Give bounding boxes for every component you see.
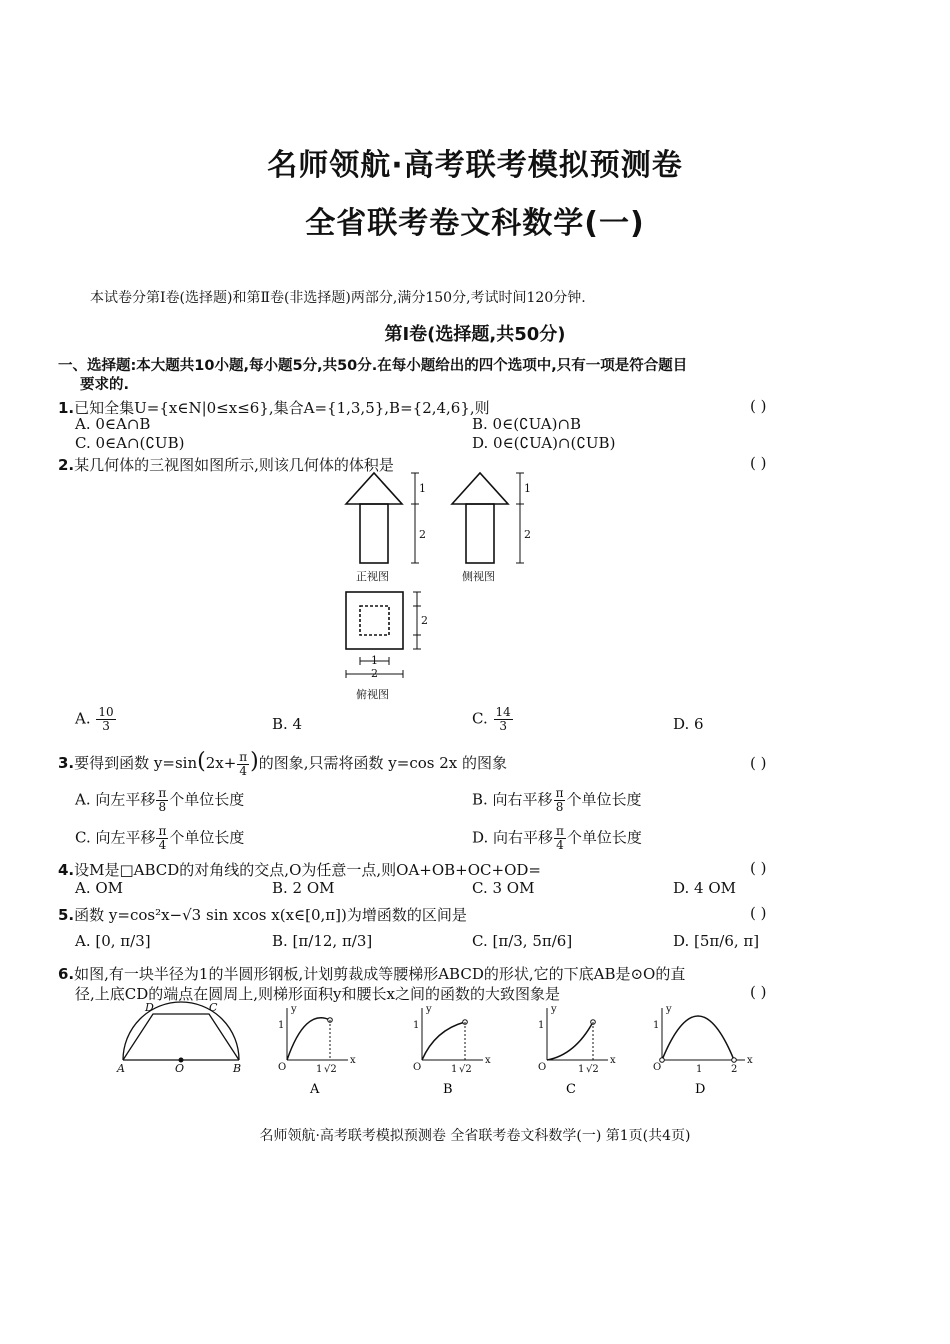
svg-text:1: 1: [538, 1020, 545, 1031]
svg-text:√2: √2: [324, 1064, 337, 1075]
front-view-roof: [346, 473, 402, 504]
q5-option-b: B. [π/12, π/3]: [272, 932, 373, 950]
side-view-label: 侧视图: [462, 570, 495, 583]
svg-text:y: y: [426, 1004, 432, 1015]
three-view-figure: [330, 468, 560, 708]
svg-text:y: y: [551, 1004, 557, 1015]
q2-answer-paren: ( ): [750, 454, 767, 472]
page-footer: 名师领航·高考联考模拟预测卷 全省联考卷文科数学(一) 第1页(共4页): [259, 1128, 691, 1144]
svg-text:1: 1: [278, 1020, 285, 1031]
exam-paper-title: 全省联考卷文科数学(一): [305, 206, 645, 241]
q6-figures: [115, 1000, 765, 1100]
q5-answer-paren: ( ): [750, 904, 767, 922]
q5-option-c: C. [π/3, 5π/6]: [472, 932, 573, 950]
top-view-outer: [346, 592, 403, 649]
q2-option-d: D. 6: [673, 715, 704, 733]
q1-option-d: D. 0∈(∁UA)∩(∁UB): [472, 434, 616, 452]
q3-option-d: D. 向右平移 $\frac{\pi}{4}$ 个单位长度: [472, 824, 642, 852]
svg-text:B: B: [443, 1082, 453, 1097]
q4-stem: 4.设M是□ABCD的对角线的交点,O为任意一点,则OA+OB+OC+OD=: [58, 861, 541, 879]
q4-option-d: D. 4 OM: [673, 879, 736, 897]
semicircle-arc: [123, 1002, 239, 1060]
q3-option-a: A. 向左平移 $\frac{\pi}{8}$ 个单位长度: [75, 786, 245, 814]
svg-text:A: A: [310, 1082, 320, 1097]
svg-text:y: y: [291, 1004, 297, 1015]
svg-text:D: D: [695, 1082, 706, 1097]
graph-a: [278, 1004, 356, 1097]
q2-option-c-fraction: $\frac{14}{3}$: [495, 705, 511, 733]
svg-text:B: B: [233, 1062, 242, 1075]
q3-option-c: C. 向左平移 $\frac{\pi}{4}$ 个单位长度: [75, 824, 245, 852]
top-view-label: 俯视图: [356, 688, 389, 701]
section-one-instructions: [58, 357, 818, 395]
q4-option-c: C. 3 OM: [472, 879, 535, 897]
svg-text:y: y: [666, 1004, 672, 1015]
svg-text:A: A: [117, 1062, 125, 1075]
svg-text:x: x: [350, 1055, 356, 1066]
q3-stem: 3.要得到函数 y=sin(2x+ $\frac{\pi}{4}$ )的图象,只需将函数 y=cos 2x 的图象: [58, 749, 508, 778]
graph-c: [538, 1004, 616, 1097]
q5-option-a: A. [0, π/3]: [75, 932, 151, 950]
q1-option-c: C. 0∈A∩(∁UB): [75, 434, 185, 452]
graph-b: [413, 1004, 491, 1097]
side-dim-2: 2: [524, 528, 531, 541]
q1-answer-paren: ( ): [750, 397, 767, 415]
graph-d: [653, 1004, 753, 1097]
q4-answer-paren: ( ): [750, 859, 767, 877]
part-one-heading: 第Ⅰ卷(选择题,共50分): [384, 324, 566, 345]
svg-text:O: O: [413, 1062, 422, 1073]
svg-text:1: 1: [413, 1020, 420, 1031]
svg-text:1: 1: [653, 1020, 660, 1031]
side-view-body: [466, 504, 494, 563]
top-view-inner-dashed: [360, 606, 389, 635]
svg-text:C: C: [209, 1001, 218, 1014]
trapezoid-abcd: [123, 1014, 239, 1060]
svg-text:√2: √2: [459, 1064, 472, 1075]
svg-text:x: x: [485, 1055, 491, 1066]
q2-option-a: A. $\frac{10}{3}$: [75, 705, 114, 733]
q5-option-d: D. [5π/6, π]: [673, 932, 760, 950]
top-dim-2: 2: [371, 667, 378, 680]
svg-text:O: O: [175, 1062, 185, 1075]
q1-option-a: A. 0∈A∩B: [75, 415, 151, 433]
q1-stem: 1.已知全集U={x∈N|0≤x≤6},集合A={1,3,5},B={2,4,6},则: [58, 399, 490, 417]
q2-option-c: C. $\frac{14}{3}$: [472, 705, 511, 733]
svg-text:O: O: [278, 1062, 287, 1073]
svg-text:x: x: [747, 1055, 753, 1066]
front-view-body: [360, 504, 388, 563]
svg-text:O: O: [538, 1062, 547, 1073]
svg-text:O: O: [653, 1062, 662, 1073]
side-view-roof: [452, 473, 508, 504]
q5-stem: 5.函数 y=cos²x−√3 sin xcos x(x∈[0,π])为增函数的区间是: [58, 906, 467, 924]
q3-option-b: B. 向右平移 $\frac{\pi}{8}$ 个单位长度: [472, 786, 642, 814]
section-one-line1: 一、选择题:本大题共10小题,每小题5分,共50分.在每小题给出的四个选项中,只有一项是符合题目: [58, 358, 688, 374]
q2-option-a-fraction: $\frac{10}{3}$: [98, 705, 114, 733]
q2-stem: 2.某几何体的三视图如图所示,则该几何体的体积是: [58, 456, 394, 474]
q1-option-b: B. 0∈(∁UA)∩B: [472, 415, 582, 433]
q2-option-b: B. 4: [272, 715, 303, 733]
exam-series-title: 名师领航·高考联考模拟预测卷: [267, 148, 683, 183]
svg-text:D: D: [145, 1001, 154, 1014]
q6-stem-line2: 径,上底CD的端点在圆周上,则梯形面积y和腰长x之间的函数的大致图象是: [75, 985, 560, 1003]
top-dim-2-vertical: 2: [421, 614, 428, 627]
svg-text:√2: √2: [586, 1064, 599, 1075]
q6-answer-paren: ( ): [750, 983, 767, 1001]
section-one-line2: 要求的.: [80, 377, 130, 393]
svg-text:1: 1: [696, 1064, 703, 1075]
q4-option-a: A. OM: [75, 879, 124, 897]
svg-text:1: 1: [451, 1064, 458, 1075]
exam-intro: 本试卷分第Ⅰ卷(选择题)和第Ⅱ卷(非选择题)两部分,满分150分,考试时间120分钟.: [90, 290, 586, 306]
q4-option-b: B. 2 OM: [272, 879, 335, 897]
svg-text:2: 2: [731, 1064, 738, 1075]
side-dim-1: 1: [524, 482, 531, 495]
front-view-label: 正视图: [356, 570, 389, 583]
q3-answer-paren: ( ): [750, 754, 767, 772]
top-dim-1: 1: [371, 654, 378, 667]
q6-stem-line1: 6.如图,有一块半径为1的半圆形钢板,计划剪裁成等腰梯形ABCD的形状,它的下底AB是⊙O的直: [58, 965, 686, 983]
svg-text:1: 1: [578, 1064, 585, 1075]
front-dim-2: 2: [419, 528, 426, 541]
front-dim-1: 1: [419, 482, 426, 495]
svg-text:C: C: [566, 1082, 576, 1097]
svg-text:x: x: [610, 1055, 616, 1066]
svg-text:1: 1: [316, 1064, 323, 1075]
